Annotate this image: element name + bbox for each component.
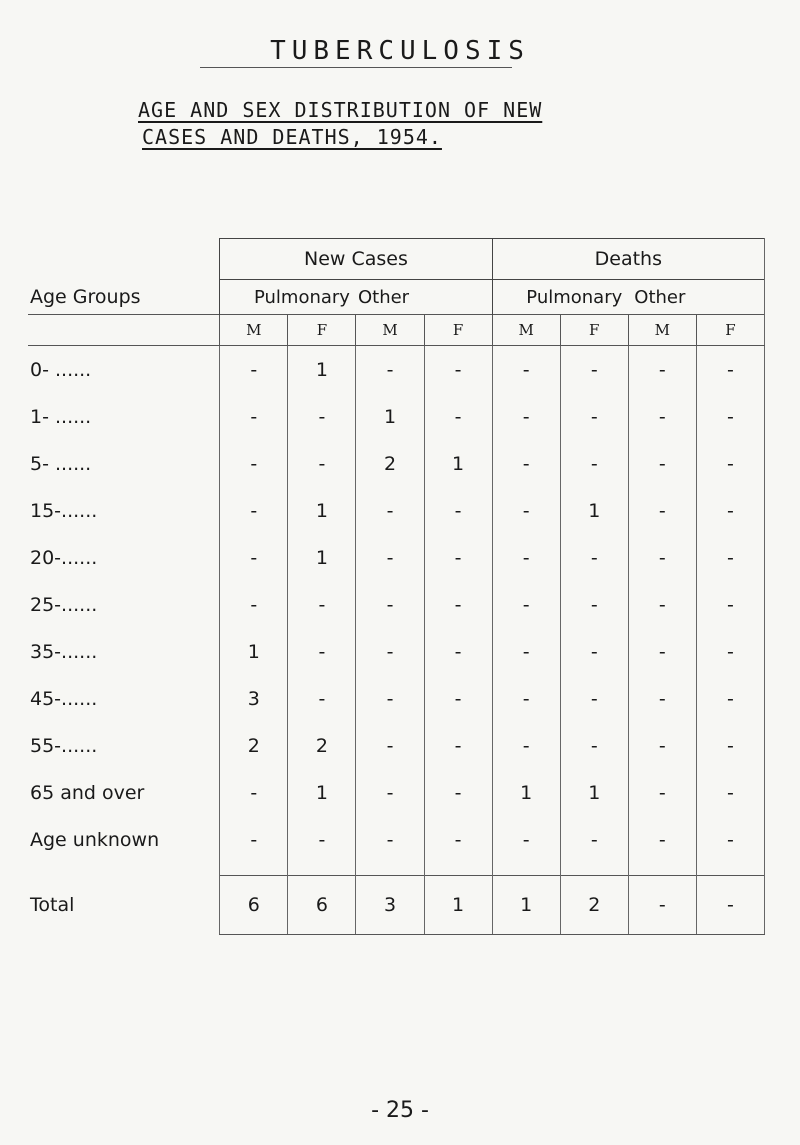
table-cell: - — [560, 534, 628, 581]
age-group-label: Age unknown — [30, 828, 160, 851]
table-cell: - — [424, 487, 492, 534]
table-cell: - — [628, 816, 696, 863]
table-cell: 1 — [288, 487, 356, 534]
deaths-pulmonary-header: Pulmonary — [492, 280, 628, 315]
total-cell: 6 — [288, 876, 356, 935]
table-cell: 2 — [220, 722, 288, 769]
table-cell: - — [424, 393, 492, 440]
table-cell: - — [288, 628, 356, 675]
table-row — [28, 675, 765, 722]
table-cell: - — [560, 722, 628, 769]
sex-header-cell: M — [628, 315, 696, 346]
table-row — [28, 440, 765, 487]
table-row — [28, 534, 765, 581]
age-group-label: 55-...... — [30, 734, 98, 757]
table-cell: - — [628, 393, 696, 440]
table-cell: - — [356, 346, 424, 394]
table-cell: 1 — [356, 393, 424, 440]
table-cell: - — [628, 346, 696, 394]
table-cell: - — [356, 487, 424, 534]
title-underline — [200, 67, 512, 68]
table-cell: 1 — [288, 534, 356, 581]
table-cell: - — [492, 816, 560, 863]
table-cell: 2 — [356, 440, 424, 487]
subtitle-line-1: AGE AND SEX DISTRIBUTION OF NEW — [138, 98, 543, 122]
age-group-label: 45-...... — [30, 687, 98, 710]
table-cell: 1 — [492, 769, 560, 816]
deaths-other-header: Other — [628, 280, 764, 315]
table-cell: - — [424, 628, 492, 675]
age-group-label: 0- ...... — [30, 358, 92, 381]
table-row — [28, 722, 765, 769]
table-cell: - — [220, 440, 288, 487]
table-cell: - — [424, 346, 492, 394]
table-cell: - — [560, 581, 628, 628]
table-cell: 1 — [288, 769, 356, 816]
table-row — [28, 816, 765, 863]
table-cell: - — [628, 440, 696, 487]
sex-header-cell: F — [560, 315, 628, 346]
age-group-label: 25-...... — [30, 593, 98, 616]
table-cell: - — [560, 675, 628, 722]
table-cell: - — [492, 346, 560, 394]
sex-header-cell: F — [288, 315, 356, 346]
total-cell: 6 — [220, 876, 288, 935]
table-cell: - — [356, 816, 424, 863]
table-cell: - — [424, 816, 492, 863]
table-cell: - — [560, 393, 628, 440]
table-cell: - — [628, 675, 696, 722]
table-cell: - — [288, 581, 356, 628]
table-cell: - — [220, 816, 288, 863]
table-cell: - — [288, 816, 356, 863]
page-number: - 25 - — [371, 1098, 429, 1123]
table-cell: - — [220, 393, 288, 440]
table-cell: - — [288, 675, 356, 722]
table-cell: - — [356, 675, 424, 722]
table-cell: - — [560, 816, 628, 863]
table-cell: - — [220, 769, 288, 816]
table-cell: - — [288, 393, 356, 440]
table-cell: - — [356, 628, 424, 675]
table-row — [28, 581, 765, 628]
table-cell: - — [424, 722, 492, 769]
table-cell: 1 — [288, 346, 356, 394]
table-cell: - — [696, 581, 764, 628]
total-row — [28, 876, 765, 935]
table-cell: 2 — [288, 722, 356, 769]
table-cell: 1 — [560, 769, 628, 816]
table-cell: - — [560, 628, 628, 675]
age-group-label: 1- ...... — [30, 405, 92, 428]
table-cell: - — [628, 534, 696, 581]
new-pulmonary-header: Pulmonary — [220, 280, 356, 315]
table-row — [28, 487, 765, 534]
table-cell: - — [492, 581, 560, 628]
table-row — [28, 769, 765, 816]
table-cell: - — [492, 628, 560, 675]
table-cell: - — [288, 440, 356, 487]
sex-header-cell: M — [356, 315, 424, 346]
table-cell: - — [424, 534, 492, 581]
table-cell: - — [696, 769, 764, 816]
page-title: TUBERCULOSIS — [270, 36, 530, 66]
table-cell: - — [696, 628, 764, 675]
table-cell: - — [492, 675, 560, 722]
total-cell: 3 — [356, 876, 424, 935]
table-cell: - — [492, 722, 560, 769]
age-group-label: 15-...... — [30, 499, 98, 522]
total-cell: - — [696, 876, 764, 935]
table-row — [28, 628, 765, 675]
table-cell: - — [560, 346, 628, 394]
table-cell: - — [424, 581, 492, 628]
sex-header-cell: F — [696, 315, 764, 346]
table-cell: 3 — [220, 675, 288, 722]
age-group-label: 5- ...... — [30, 452, 92, 475]
table-cell: - — [696, 440, 764, 487]
age-groups-header: Age Groups — [30, 286, 141, 308]
table-cell: - — [696, 346, 764, 394]
table-cell: - — [696, 816, 764, 863]
total-cell: 1 — [424, 876, 492, 935]
table-cell: - — [424, 675, 492, 722]
table-cell: - — [628, 628, 696, 675]
table-cell: - — [492, 393, 560, 440]
deaths-header: Deaths — [492, 239, 764, 280]
age-group-label: 65 and over — [30, 781, 145, 804]
tuberculosis-table — [28, 238, 765, 935]
table-cell: - — [696, 534, 764, 581]
table-cell: - — [220, 581, 288, 628]
table-cell: - — [628, 581, 696, 628]
table-body — [28, 346, 765, 935]
table-cell: - — [356, 534, 424, 581]
table-cell: - — [424, 769, 492, 816]
table-cell: 1 — [220, 628, 288, 675]
total-cell: 2 — [560, 876, 628, 935]
table-cell: - — [356, 581, 424, 628]
table-cell: - — [356, 722, 424, 769]
table-cell: - — [696, 675, 764, 722]
table-cell: 1 — [424, 440, 492, 487]
sex-header-row — [28, 315, 765, 346]
table-cell: - — [628, 769, 696, 816]
table-cell: - — [220, 534, 288, 581]
table-row — [28, 346, 765, 394]
total-cell: - — [628, 876, 696, 935]
age-group-label: 35-...... — [30, 640, 98, 663]
table-cell: - — [492, 440, 560, 487]
table-cell: - — [628, 487, 696, 534]
table-cell: - — [356, 769, 424, 816]
table-cell: - — [220, 487, 288, 534]
table-cell: - — [696, 487, 764, 534]
table-cell: - — [696, 393, 764, 440]
sex-header-cell: F — [424, 315, 492, 346]
table-cell: - — [492, 534, 560, 581]
table-cell: - — [492, 487, 560, 534]
sex-header-cell: M — [220, 315, 288, 346]
sex-header-cell: M — [492, 315, 560, 346]
age-group-label: 20-...... — [30, 546, 98, 569]
table-cell: - — [220, 346, 288, 394]
new-cases-header: New Cases — [220, 239, 492, 280]
total-cell: 1 — [492, 876, 560, 935]
table-cell: - — [628, 722, 696, 769]
table-cell: - — [696, 722, 764, 769]
total-label: Total — [30, 894, 75, 916]
subtitle-line-2: CASES AND DEATHS, 1954. — [142, 125, 442, 149]
table-cell: 1 — [560, 487, 628, 534]
table-cell: - — [560, 440, 628, 487]
new-other-header: Other — [356, 280, 492, 315]
table-row — [28, 393, 765, 440]
